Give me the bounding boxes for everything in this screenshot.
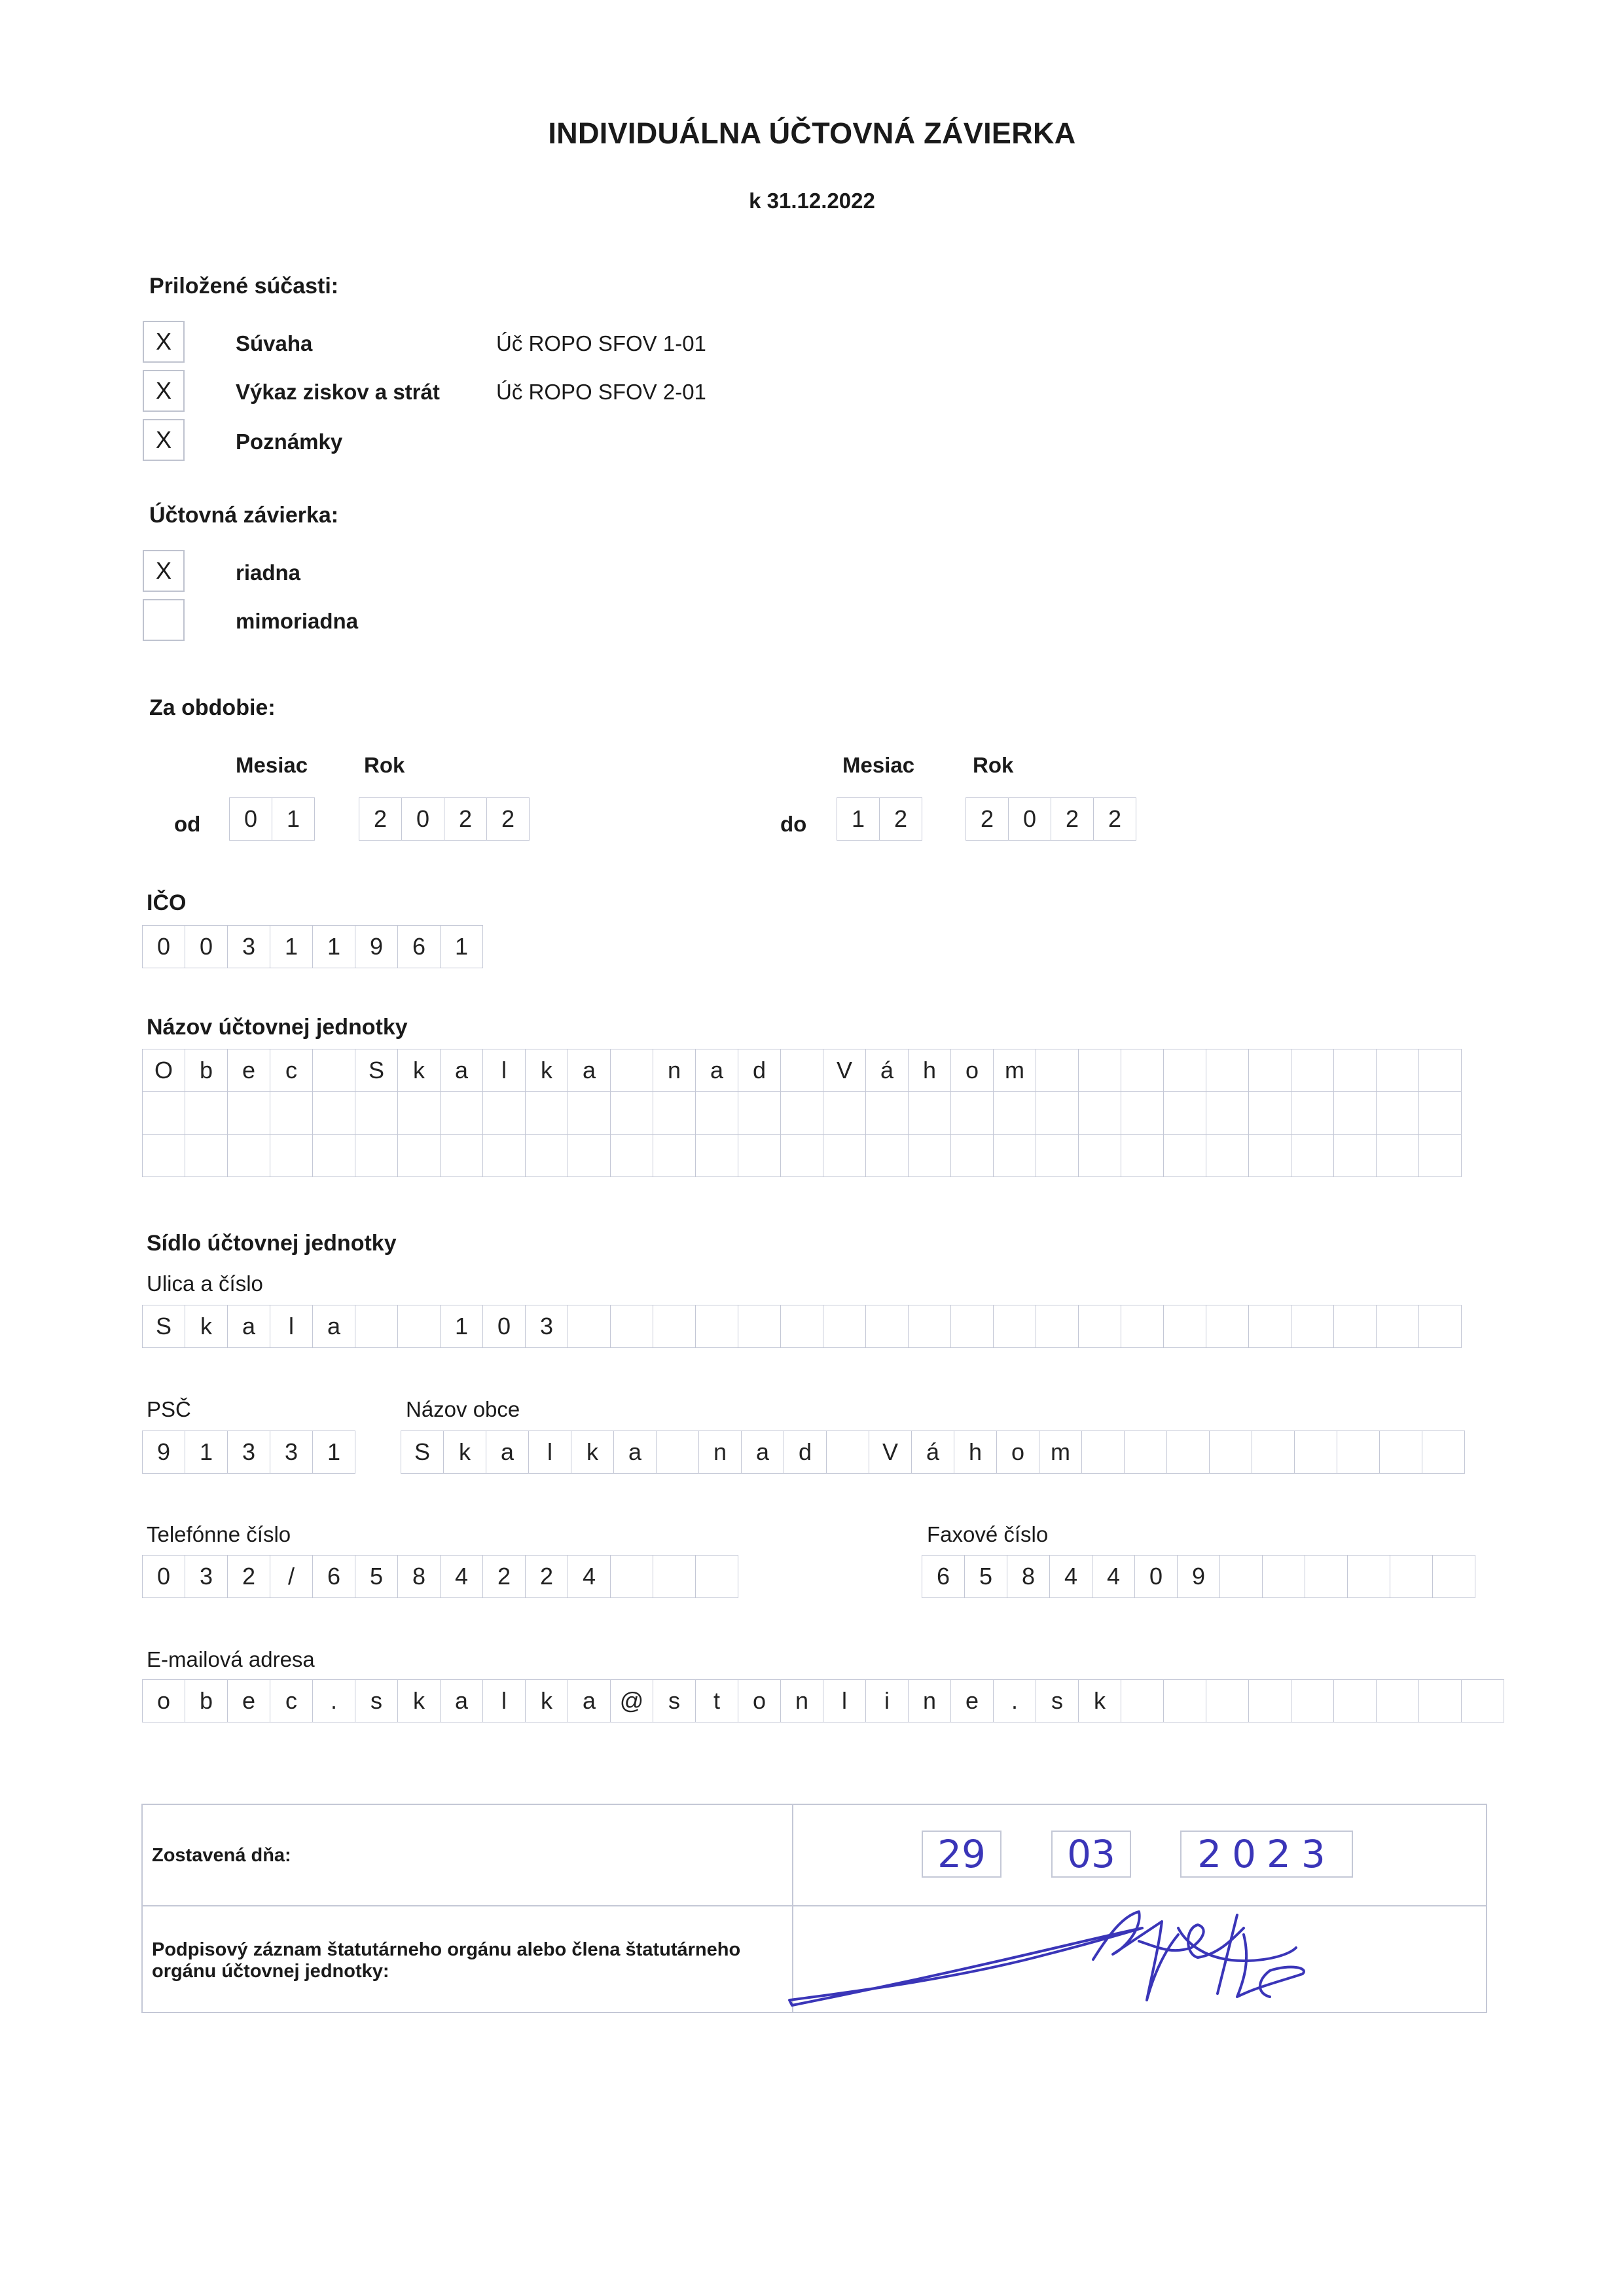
- char-cell: l: [270, 1305, 313, 1348]
- char-cell: [525, 1134, 568, 1177]
- char-cell: [355, 1305, 398, 1348]
- char-cell: [1262, 1555, 1305, 1598]
- digit-cell: 1: [272, 797, 315, 841]
- char-cell: a: [227, 1305, 270, 1348]
- char-cell: [610, 1555, 653, 1598]
- char-cell: c: [270, 1049, 313, 1092]
- char-cell: k: [571, 1430, 614, 1474]
- char-cell: o: [950, 1049, 994, 1092]
- char-cell: e: [950, 1679, 994, 1722]
- char-cell: 2: [227, 1555, 270, 1598]
- char-cell: [653, 1555, 696, 1598]
- char-cell: a: [568, 1049, 611, 1092]
- char-cell: [993, 1305, 1036, 1348]
- char-cell: [1036, 1049, 1079, 1092]
- char-cell: [142, 1134, 185, 1177]
- char-cell: s: [653, 1679, 696, 1722]
- char-cell: [1163, 1134, 1206, 1177]
- char-cell: 0: [185, 925, 228, 968]
- char-cell: [1422, 1430, 1465, 1474]
- char-cell: @: [610, 1679, 653, 1722]
- char-cell: /: [270, 1555, 313, 1598]
- char-cell: [1294, 1430, 1337, 1474]
- char-cell: [1390, 1555, 1433, 1598]
- char-cell: [1333, 1134, 1377, 1177]
- char-cell: S: [355, 1049, 398, 1092]
- char-cell: [397, 1134, 441, 1177]
- char-cell: [1376, 1134, 1419, 1177]
- char-cell: [1124, 1430, 1167, 1474]
- label-regular: riadna: [236, 560, 301, 585]
- char-cell: [1291, 1305, 1334, 1348]
- page-title: INDIVIDUÁLNA ÚČTOVNÁ ZÁVIERKA: [548, 117, 1076, 150]
- digit-cell: 2: [486, 797, 530, 841]
- char-cell: 8: [397, 1555, 441, 1598]
- char-cell: h: [908, 1049, 951, 1092]
- char-cell: S: [142, 1305, 185, 1348]
- code-income-statement: Úč ROPO SFOV 2-01: [496, 380, 706, 404]
- char-cell: k: [443, 1430, 486, 1474]
- char-cell: 3: [227, 925, 270, 968]
- char-cell: [653, 1305, 696, 1348]
- code-balance-sheet: Úč ROPO SFOV 1-01: [496, 331, 706, 355]
- char-cell: 1: [312, 1430, 355, 1474]
- char-cell: 5: [964, 1555, 1007, 1598]
- char-cell: [1081, 1430, 1125, 1474]
- digit-cell: 0: [1008, 797, 1051, 841]
- char-cell: [568, 1305, 611, 1348]
- char-cell: [653, 1134, 696, 1177]
- char-cell: [610, 1091, 653, 1135]
- entity-name-field-line2[interactable]: [142, 1091, 1462, 1135]
- char-cell: 0: [142, 1555, 185, 1598]
- phone-label: Telefónne číslo: [147, 1522, 291, 1546]
- char-cell: [780, 1091, 823, 1135]
- digit-cell: 2: [444, 797, 487, 841]
- char-cell: [950, 1134, 994, 1177]
- char-cell: O: [142, 1049, 185, 1092]
- char-cell: [227, 1134, 270, 1177]
- prepared-day[interactable]: 29: [922, 1831, 1001, 1878]
- entity-name-field-line3[interactable]: [142, 1134, 1462, 1177]
- char-cell: [1121, 1134, 1164, 1177]
- char-cell: [908, 1305, 951, 1348]
- checkbox-income-statement[interactable]: X: [143, 370, 185, 412]
- char-cell: n: [908, 1679, 951, 1722]
- char-cell: [780, 1305, 823, 1348]
- char-cell: 8: [1007, 1555, 1050, 1598]
- char-cell: 9: [1177, 1555, 1220, 1598]
- char-cell: k: [397, 1679, 441, 1722]
- checkbox-notes[interactable]: X: [143, 419, 185, 461]
- label-extraordinary: mimoriadna: [236, 609, 359, 633]
- char-cell: [1163, 1091, 1206, 1135]
- char-cell: [1418, 1091, 1462, 1135]
- char-cell: a: [440, 1679, 483, 1722]
- char-cell: [397, 1305, 441, 1348]
- char-cell: [823, 1134, 866, 1177]
- char-cell: 0: [1134, 1555, 1178, 1598]
- char-cell: [1376, 1305, 1419, 1348]
- char-cell: [1418, 1305, 1462, 1348]
- char-cell: [1248, 1049, 1291, 1092]
- char-cell: .: [312, 1679, 355, 1722]
- char-cell: [1418, 1049, 1462, 1092]
- char-cell: [993, 1134, 1036, 1177]
- char-cell: l: [482, 1049, 526, 1092]
- char-cell: [826, 1430, 869, 1474]
- char-cell: [185, 1134, 228, 1177]
- char-cell: [1333, 1091, 1377, 1135]
- char-cell: [1078, 1305, 1121, 1348]
- char-cell: i: [865, 1679, 909, 1722]
- street-label: Ulica a číslo: [147, 1271, 263, 1296]
- char-cell: [482, 1091, 526, 1135]
- char-cell: [1379, 1430, 1422, 1474]
- to-year-field[interactable]: [965, 797, 1136, 841]
- ico-label: IČO: [147, 890, 187, 915]
- char-cell: [1337, 1430, 1380, 1474]
- char-cell: k: [525, 1049, 568, 1092]
- char-cell: [1206, 1679, 1249, 1722]
- char-cell: 2: [482, 1555, 526, 1598]
- from-year-field[interactable]: [359, 797, 530, 841]
- char-cell: [1121, 1091, 1164, 1135]
- char-cell: [695, 1555, 738, 1598]
- char-cell: l: [528, 1430, 571, 1474]
- zip-field[interactable]: [142, 1430, 355, 1474]
- char-cell: k: [1078, 1679, 1121, 1722]
- char-cell: 3: [185, 1555, 228, 1598]
- period-heading: Za obdobie:: [149, 695, 276, 720]
- digit-cell: 2: [965, 797, 1009, 841]
- char-cell: [695, 1091, 738, 1135]
- char-cell: a: [312, 1305, 355, 1348]
- char-cell: S: [401, 1430, 444, 1474]
- char-cell: s: [1036, 1679, 1079, 1722]
- char-cell: [1376, 1049, 1419, 1092]
- char-cell: [185, 1091, 228, 1135]
- checkbox-extraordinary[interactable]: [143, 599, 185, 641]
- char-cell: n: [698, 1430, 742, 1474]
- email-label: E-mailová adresa: [147, 1647, 315, 1671]
- char-cell: [525, 1091, 568, 1135]
- digit-cell: 0: [229, 797, 272, 841]
- char-cell: l: [482, 1679, 526, 1722]
- char-cell: [1036, 1305, 1079, 1348]
- prepared-year[interactable]: 2023: [1180, 1831, 1353, 1878]
- char-cell: 2: [525, 1555, 568, 1598]
- char-cell: [1078, 1134, 1121, 1177]
- char-cell: [1206, 1049, 1249, 1092]
- char-cell: [1219, 1555, 1263, 1598]
- char-cell: e: [227, 1679, 270, 1722]
- char-cell: d: [784, 1430, 827, 1474]
- char-cell: 0: [482, 1305, 526, 1348]
- char-cell: [656, 1430, 699, 1474]
- char-cell: [312, 1091, 355, 1135]
- char-cell: m: [1039, 1430, 1082, 1474]
- char-cell: k: [185, 1305, 228, 1348]
- char-cell: 4: [1092, 1555, 1135, 1598]
- char-cell: k: [525, 1679, 568, 1722]
- phone-field[interactable]: [142, 1555, 738, 1598]
- char-cell: s: [355, 1679, 398, 1722]
- char-cell: [780, 1134, 823, 1177]
- signature-image: [785, 1902, 1322, 2013]
- char-cell: [1248, 1305, 1291, 1348]
- char-cell: a: [695, 1049, 738, 1092]
- char-cell: a: [486, 1430, 529, 1474]
- char-cell: n: [653, 1049, 696, 1092]
- char-cell: [1347, 1555, 1390, 1598]
- label-notes: Poznámky: [236, 429, 343, 454]
- char-cell: b: [185, 1049, 228, 1092]
- char-cell: [738, 1305, 781, 1348]
- char-cell: d: [738, 1049, 781, 1092]
- char-cell: [865, 1091, 909, 1135]
- char-cell: [482, 1134, 526, 1177]
- char-cell: [695, 1134, 738, 1177]
- char-cell: [908, 1091, 951, 1135]
- char-cell: 1: [270, 925, 313, 968]
- char-cell: [1206, 1134, 1249, 1177]
- char-cell: 1: [440, 925, 483, 968]
- char-cell: 9: [142, 1430, 185, 1474]
- char-cell: l: [823, 1679, 866, 1722]
- prepared-month[interactable]: 03: [1051, 1831, 1131, 1878]
- char-cell: [865, 1134, 909, 1177]
- char-cell: [568, 1091, 611, 1135]
- char-cell: [1432, 1555, 1475, 1598]
- char-cell: [950, 1305, 994, 1348]
- char-cell: [227, 1091, 270, 1135]
- char-cell: [1163, 1049, 1206, 1092]
- char-cell: 9: [355, 925, 398, 968]
- char-cell: [823, 1305, 866, 1348]
- char-cell: [780, 1049, 823, 1092]
- checkbox-balance-sheet[interactable]: X: [143, 321, 185, 363]
- digit-cell: 1: [837, 797, 880, 841]
- prepared-label: Zostavená dňa:: [152, 1845, 291, 1866]
- char-cell: 4: [1049, 1555, 1092, 1598]
- fax-label: Faxové číslo: [927, 1522, 1049, 1546]
- char-cell: V: [823, 1049, 866, 1092]
- char-cell: [397, 1091, 441, 1135]
- char-cell: [695, 1305, 738, 1348]
- checkbox-regular[interactable]: X: [143, 550, 185, 592]
- char-cell: [1248, 1091, 1291, 1135]
- from-month-field[interactable]: [229, 797, 315, 841]
- char-cell: [1333, 1305, 1377, 1348]
- char-cell: [993, 1091, 1036, 1135]
- char-cell: o: [996, 1430, 1039, 1474]
- char-cell: 4: [568, 1555, 611, 1598]
- zip-label: PSČ: [147, 1397, 191, 1421]
- char-cell: 3: [525, 1305, 568, 1348]
- char-cell: [1305, 1555, 1348, 1598]
- char-cell: [1461, 1679, 1504, 1722]
- char-cell: [1248, 1679, 1291, 1722]
- char-cell: á: [911, 1430, 954, 1474]
- char-cell: [1036, 1134, 1079, 1177]
- char-cell: a: [440, 1049, 483, 1092]
- char-cell: [1418, 1679, 1462, 1722]
- char-cell: [1418, 1134, 1462, 1177]
- char-cell: e: [227, 1049, 270, 1092]
- char-cell: [1291, 1679, 1334, 1722]
- char-cell: 3: [270, 1430, 313, 1474]
- char-cell: [1333, 1679, 1377, 1722]
- char-cell: 5: [355, 1555, 398, 1598]
- digit-cell: 0: [401, 797, 444, 841]
- char-cell: [1078, 1049, 1121, 1092]
- char-cell: [1121, 1305, 1164, 1348]
- street-field[interactable]: [142, 1305, 1462, 1348]
- char-cell: [1163, 1305, 1206, 1348]
- char-cell: 4: [440, 1555, 483, 1598]
- char-cell: [1206, 1305, 1249, 1348]
- city-field[interactable]: [401, 1430, 1465, 1474]
- char-cell: [440, 1134, 483, 1177]
- char-cell: [355, 1091, 398, 1135]
- char-cell: [610, 1134, 653, 1177]
- char-cell: á: [865, 1049, 909, 1092]
- city-label: Názov obce: [406, 1397, 520, 1421]
- to-month-field[interactable]: [837, 797, 922, 841]
- char-cell: [610, 1049, 653, 1092]
- char-cell: a: [741, 1430, 784, 1474]
- char-cell: [1206, 1091, 1249, 1135]
- entity-name-label: Názov účtovnej jednotky: [147, 1015, 408, 1040]
- email-field[interactable]: [142, 1679, 1504, 1722]
- char-cell: [1291, 1049, 1334, 1092]
- seat-heading: Sídlo účtovnej jednotky: [147, 1231, 397, 1256]
- char-cell: [1252, 1430, 1295, 1474]
- char-cell: [738, 1091, 781, 1135]
- char-cell: o: [738, 1679, 781, 1722]
- report-date: k 31.12.2022: [749, 189, 875, 213]
- char-cell: b: [185, 1679, 228, 1722]
- char-cell: k: [397, 1049, 441, 1092]
- entity-name-field-line1[interactable]: [142, 1049, 1462, 1092]
- char-cell: 1: [312, 925, 355, 968]
- char-cell: c: [270, 1679, 313, 1722]
- char-cell: [653, 1091, 696, 1135]
- digit-cell: 2: [1093, 797, 1136, 841]
- char-cell: h: [954, 1430, 997, 1474]
- from-label: od: [174, 812, 201, 836]
- char-cell: [1121, 1679, 1164, 1722]
- char-cell: [440, 1091, 483, 1135]
- statement-type-heading: Účtovná závierka:: [149, 503, 339, 528]
- char-cell: [950, 1091, 994, 1135]
- char-cell: m: [993, 1049, 1036, 1092]
- char-cell: [1291, 1091, 1334, 1135]
- components-heading: Priložené súčasti:: [149, 274, 339, 299]
- char-cell: [610, 1305, 653, 1348]
- char-cell: [1376, 1091, 1419, 1135]
- char-cell: 0: [142, 925, 185, 968]
- char-cell: [1209, 1430, 1252, 1474]
- from-month-label: Mesiac: [236, 753, 308, 777]
- char-cell: [270, 1134, 313, 1177]
- ico-field[interactable]: [142, 925, 483, 968]
- char-cell: a: [613, 1430, 657, 1474]
- digit-cell: 2: [1051, 797, 1094, 841]
- char-cell: o: [142, 1679, 185, 1722]
- char-cell: n: [780, 1679, 823, 1722]
- char-cell: 3: [227, 1430, 270, 1474]
- char-cell: [1248, 1134, 1291, 1177]
- fax-field[interactable]: [922, 1555, 1475, 1598]
- char-cell: 6: [922, 1555, 965, 1598]
- from-year-label: Rok: [364, 753, 405, 777]
- signature-label: Podpisový záznam štatutárneho orgánu alebo člena štatutárneho orgánu účtovnej jednotky:: [152, 1939, 741, 1982]
- digit-cell: 2: [359, 797, 402, 841]
- char-cell: [823, 1091, 866, 1135]
- char-cell: [1166, 1430, 1210, 1474]
- label-balance-sheet: Súvaha: [236, 331, 313, 355]
- char-cell: 6: [397, 925, 441, 968]
- char-cell: [270, 1091, 313, 1135]
- char-cell: [1121, 1049, 1164, 1092]
- to-label: do: [780, 812, 807, 836]
- to-year-label: Rok: [973, 753, 1014, 777]
- char-cell: [1036, 1091, 1079, 1135]
- char-cell: [1291, 1134, 1334, 1177]
- char-cell: [865, 1305, 909, 1348]
- char-cell: a: [568, 1679, 611, 1722]
- char-cell: 1: [440, 1305, 483, 1348]
- char-cell: [1078, 1091, 1121, 1135]
- char-cell: [312, 1134, 355, 1177]
- label-income-statement: Výkaz ziskov a strát: [236, 380, 440, 404]
- char-cell: [1333, 1049, 1377, 1092]
- char-cell: [312, 1049, 355, 1092]
- char-cell: .: [993, 1679, 1036, 1722]
- char-cell: V: [869, 1430, 912, 1474]
- char-cell: [142, 1091, 185, 1135]
- char-cell: 6: [312, 1555, 355, 1598]
- to-month-label: Mesiac: [842, 753, 915, 777]
- char-cell: t: [695, 1679, 738, 1722]
- char-cell: [1376, 1679, 1419, 1722]
- char-cell: [568, 1134, 611, 1177]
- char-cell: [355, 1134, 398, 1177]
- char-cell: [738, 1134, 781, 1177]
- char-cell: [908, 1134, 951, 1177]
- char-cell: [1163, 1679, 1206, 1722]
- digit-cell: 2: [879, 797, 922, 841]
- char-cell: 1: [185, 1430, 228, 1474]
